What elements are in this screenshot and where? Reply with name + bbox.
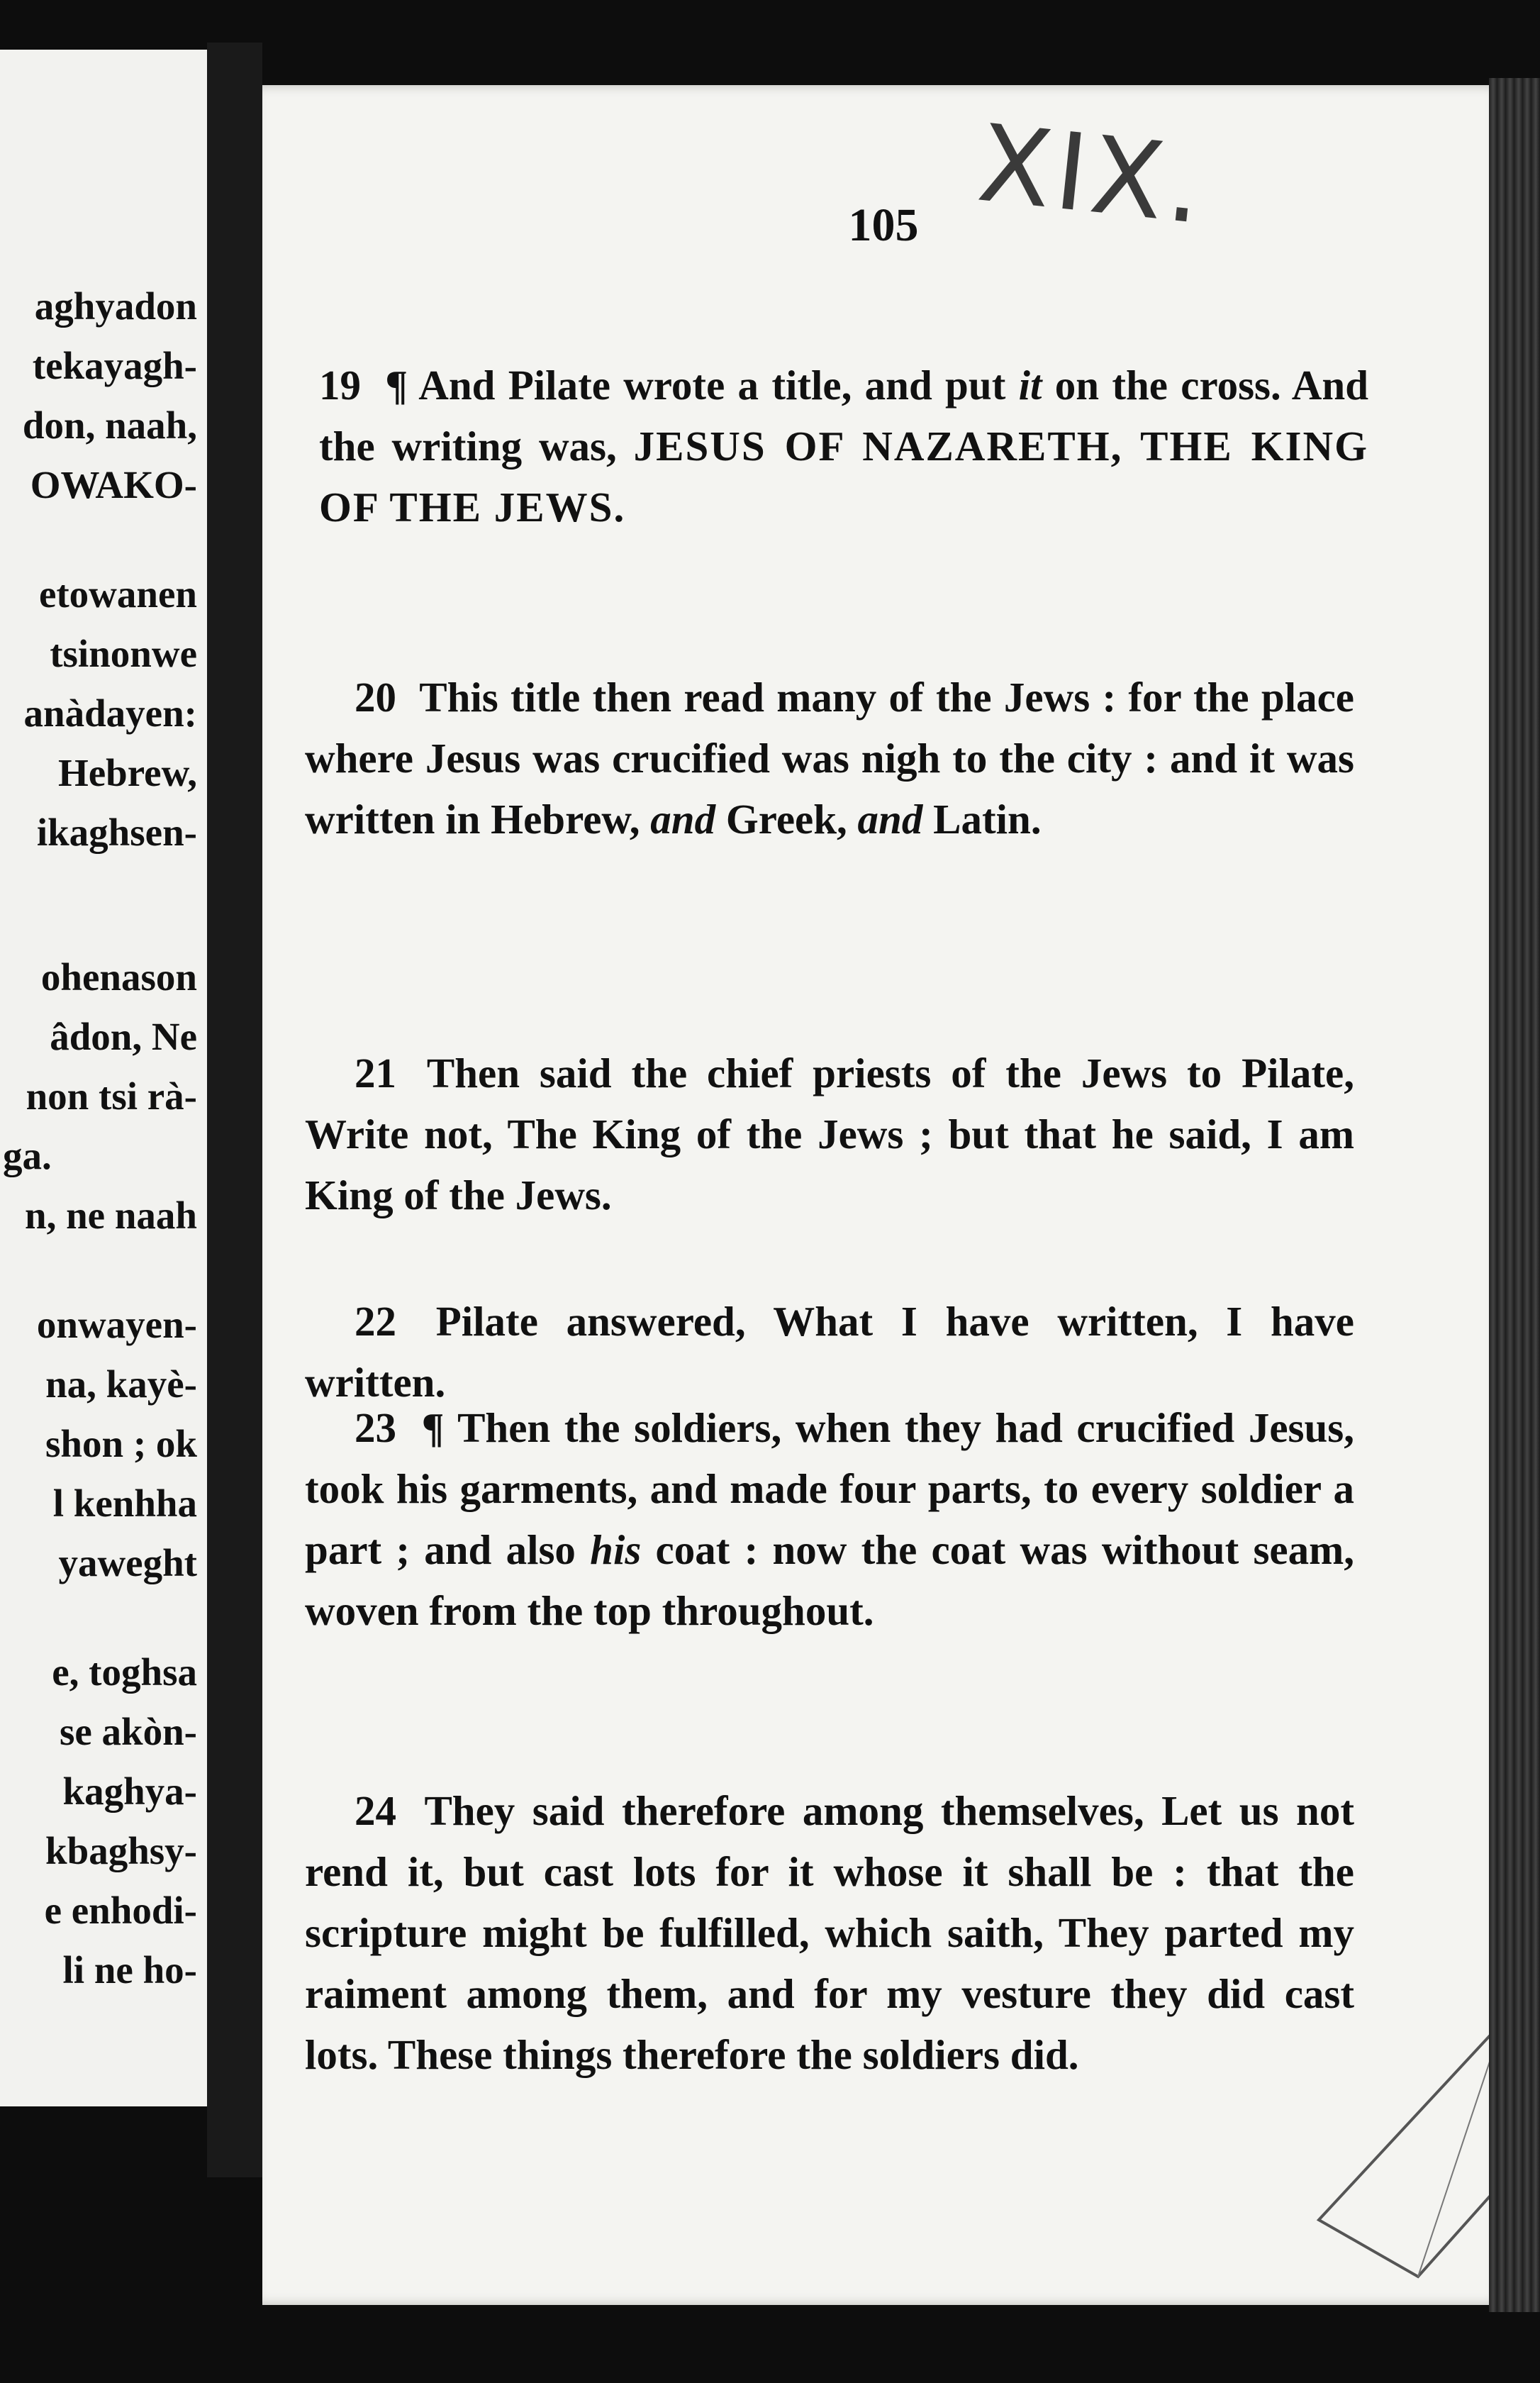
verse-text: This title then read many of the Jews : for the place where Jesus was crucified was nigh to the city : and it was written in Hebrew, bbox=[305, 674, 1354, 843]
handwritten-margin-mark: XIX. bbox=[972, 101, 1212, 249]
left-line: tsinonwe bbox=[50, 632, 197, 675]
verse-24 bbox=[305, 1780, 1354, 2085]
verse-text: Then the soldiers, when they had crucified Jesus, took his garments, and made four parts, to every soldier a part ; and also bbox=[305, 1404, 1355, 1573]
verse-21 bbox=[305, 1043, 1354, 1226]
left-line: e enhodi- bbox=[44, 1889, 197, 1932]
left-line: li ne ho- bbox=[62, 1948, 197, 1992]
left-line: e, toghsa bbox=[52, 1650, 197, 1694]
left-line: ga. bbox=[3, 1134, 52, 1177]
verse-number: 21 bbox=[355, 1050, 396, 1096]
verse-italic: and bbox=[857, 796, 923, 843]
left-line: etowanen bbox=[38, 572, 197, 616]
verse-number: 24 bbox=[355, 1787, 396, 1834]
left-line: yaweght bbox=[58, 1541, 197, 1584]
left-line: ohenason bbox=[40, 955, 197, 999]
left-line-gap bbox=[0, 1593, 197, 1643]
left-line: na, kayè- bbox=[45, 1362, 197, 1406]
verse-number: 20 bbox=[355, 674, 396, 721]
left-line: n, ne naah bbox=[24, 1194, 197, 1237]
verse-22 bbox=[305, 1291, 1354, 1413]
verse-number: 19 bbox=[319, 362, 361, 409]
verse-text: coat : now the coat was without seam, woven from the top throughout. bbox=[305, 1526, 1354, 1634]
verse-text: And Pilate wrote a title, and put bbox=[418, 362, 1019, 409]
verse-20 bbox=[305, 667, 1354, 850]
left-line: non tsi rà- bbox=[26, 1074, 197, 1118]
page-number: 105 bbox=[848, 199, 919, 251]
verse-italic: and bbox=[650, 796, 716, 843]
left-line-gap bbox=[0, 862, 197, 948]
left-line: ikaghsen- bbox=[36, 811, 197, 854]
left-page-text bbox=[0, 50, 197, 2000]
left-line: don, naah, bbox=[22, 404, 197, 447]
left-line: tekayagh- bbox=[32, 344, 197, 387]
left-line: aghyadon bbox=[34, 284, 197, 328]
left-line: onwayen- bbox=[36, 1303, 197, 1346]
verse-number: 23 bbox=[355, 1404, 396, 1451]
verse-text: on the cross. And the writing was, bbox=[319, 362, 1369, 470]
pilcrow: ¶ bbox=[385, 362, 408, 409]
verse-text: Pilate answered, What I have written, I have written. bbox=[305, 1298, 1354, 1406]
left-line: anàdayen: bbox=[23, 691, 197, 735]
left-line-gap bbox=[0, 515, 197, 565]
verse-text: Latin. bbox=[922, 796, 1042, 843]
verse-text: Greek, bbox=[715, 796, 858, 843]
main-page bbox=[262, 85, 1505, 2305]
verse-italic: it bbox=[1018, 362, 1042, 409]
verse-23 bbox=[305, 1397, 1354, 1641]
left-line: âdon, Ne bbox=[50, 1015, 197, 1058]
book-fore-edge bbox=[1489, 78, 1540, 2312]
left-page-fragment bbox=[0, 50, 207, 2106]
verse-number: 22 bbox=[355, 1298, 396, 1345]
page-corner-curl bbox=[1312, 2014, 1505, 2284]
pilcrow: ¶ bbox=[421, 1404, 445, 1451]
verse-19 bbox=[319, 355, 1368, 538]
left-line: se akòn- bbox=[59, 1710, 197, 1753]
left-line: OWAKO- bbox=[30, 463, 197, 506]
left-line: l kenhha bbox=[52, 1482, 197, 1525]
left-line: kaghya- bbox=[62, 1770, 197, 1813]
verse-italic: his bbox=[590, 1526, 642, 1573]
left-line: Hebrew, bbox=[57, 751, 197, 794]
book-gutter bbox=[207, 43, 262, 2177]
verse-title-caps: JESUS OF NAZARETH, THE KING OF THE JEWS. bbox=[319, 423, 1368, 531]
verse-text: Then said the chief priests of the Jews to Pilate, Write not, The King of the Jews ; but that he said, I am King of the Jews. bbox=[305, 1050, 1354, 1218]
left-line: kbaghsy- bbox=[45, 1829, 197, 1872]
left-line: shon ; ok bbox=[45, 1422, 197, 1465]
verse-text: They said therefore among themselves, Let us not rend it, but cast lots for it whose it shall be : that the scripture might be fulfilled, which saith, They parted my raiment among them, and for my vesture they did cast lots. These things therefore the soldiers did. bbox=[305, 1787, 1354, 2078]
left-line-gap bbox=[0, 1245, 197, 1295]
